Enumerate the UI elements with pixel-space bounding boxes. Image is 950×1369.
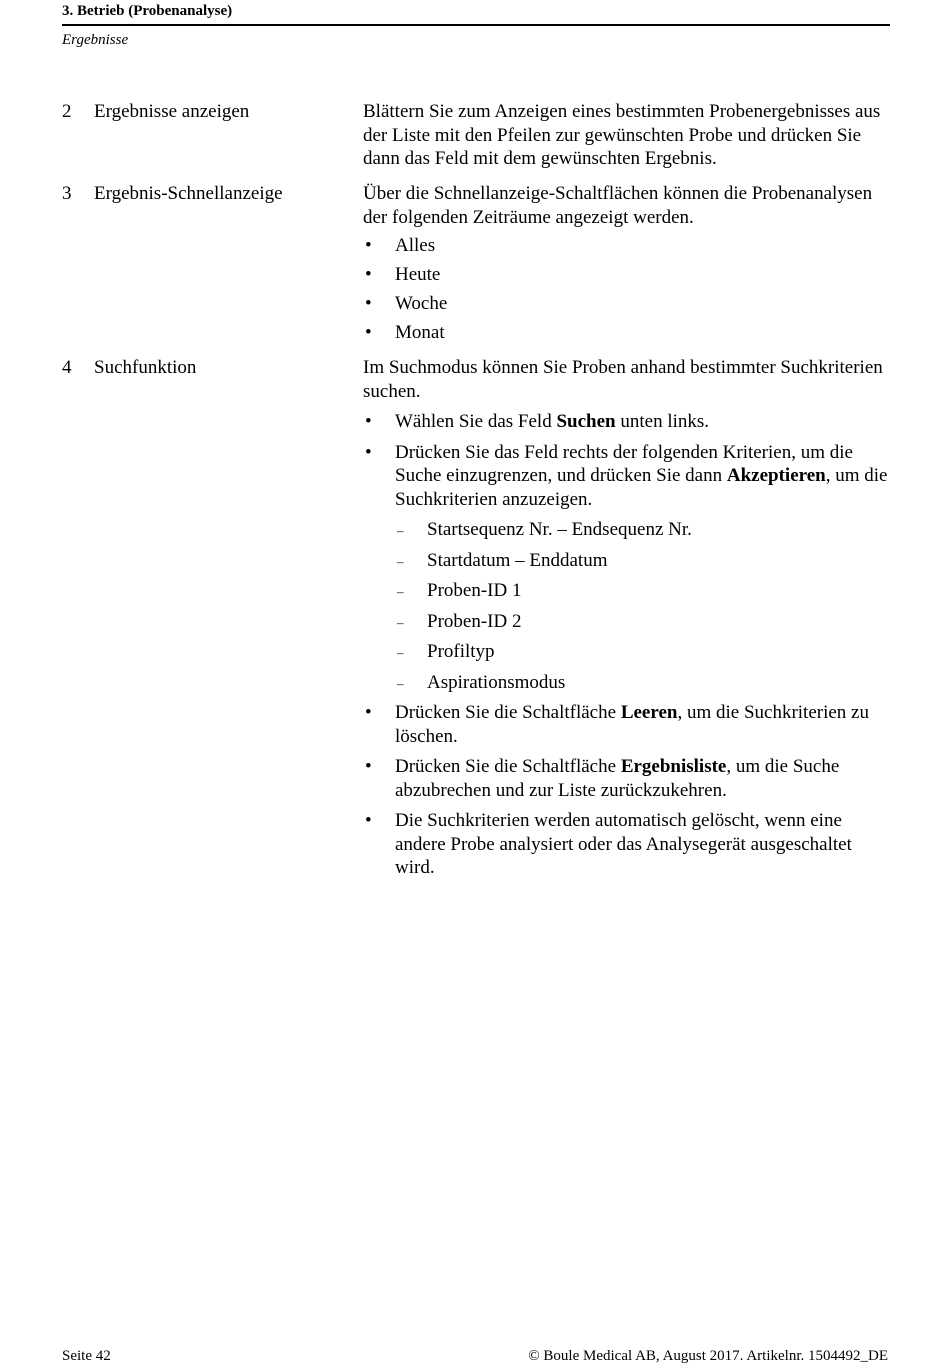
row-number: 3 — [62, 183, 72, 204]
description-text: Blättern Sie zum Anzeigen eines bestimmten Probenergebnisses aus der Liste mit den Pfeilen zur gewünschten Probe und drücken Sie dann das Feld mit dem gewünschten Ergebnis. — [363, 101, 881, 169]
row-label: Suchfunktion — [94, 357, 197, 378]
criteria-list — [395, 518, 895, 694]
row-number: 2 — [62, 101, 72, 122]
description-text: Über die Schnellanzeige-Schaltflächen können die Probenanalysen der folgenden Zeiträume angezeigt werden. — [363, 183, 873, 228]
period-list — [363, 234, 895, 345]
row-description — [363, 182, 895, 345]
criteria-item: – Proben-ID 2 — [395, 610, 895, 634]
list-item: • Drücken Sie die Schaltfläche Ergebnisliste, um die Suche abzubrechen und zur Liste zurückzukehren. — [363, 755, 895, 802]
copyright-notice: © Boule Medical AB, August 2017. Artikelnr. 1504492_DE — [528, 1348, 888, 1364]
criteria-item: – Proben-ID 1 — [395, 579, 895, 603]
row-description — [363, 100, 895, 171]
row-label: Ergebnis-Schnellanzeige — [94, 183, 283, 204]
list-item: • Drücken Sie das Feld rechts der folgenden Kriterien, um die Suche einzugrenzen, und drücken Sie dann Akzeptieren, um die Suchkriterien anzuzeigen. – Startsequenz Nr. – Endsequenz Nr. – Startdatum – Enddatum – Proben-ID 1 – Proben-ID 2 – Profiltyp – Aspirationsmodus — [363, 441, 895, 695]
list-item: • Die Suchkriterien werden automatisch gelöscht, wenn eine andere Probe analysiert oder das Analysegerät ausgeschaltet wird. — [363, 809, 895, 880]
row-description — [363, 356, 895, 880]
section-title: Ergebnisse — [62, 32, 129, 48]
chapter-title: 3. Betrieb (Probenanalyse) — [62, 3, 233, 19]
list-item: • Woche — [363, 292, 895, 316]
row-label: Ergebnisse anzeigen — [94, 101, 250, 122]
header-divider — [62, 24, 890, 26]
list-item: • Wählen Sie das Feld Suchen unten links. — [363, 410, 895, 434]
list-item: • Heute — [363, 263, 895, 287]
list-item: • Monat — [363, 321, 895, 345]
row-number: 4 — [62, 357, 72, 378]
list-item: • Drücken Sie die Schaltfläche Leeren, um die Suchkriterien zu löschen. — [363, 701, 895, 748]
criteria-item: – Startsequenz Nr. – Endsequenz Nr. — [395, 518, 895, 542]
criteria-item: – Profiltyp — [395, 640, 895, 664]
search-steps-list — [363, 410, 895, 880]
criteria-item: – Aspirationsmodus — [395, 671, 895, 695]
page-number: Seite 42 — [62, 1348, 111, 1364]
list-item: • Alles — [363, 234, 895, 258]
criteria-item: – Startdatum – Enddatum — [395, 549, 895, 573]
description-text: Im Suchmodus können Sie Proben anhand bestimmter Suchkriterien suchen. — [363, 357, 883, 402]
